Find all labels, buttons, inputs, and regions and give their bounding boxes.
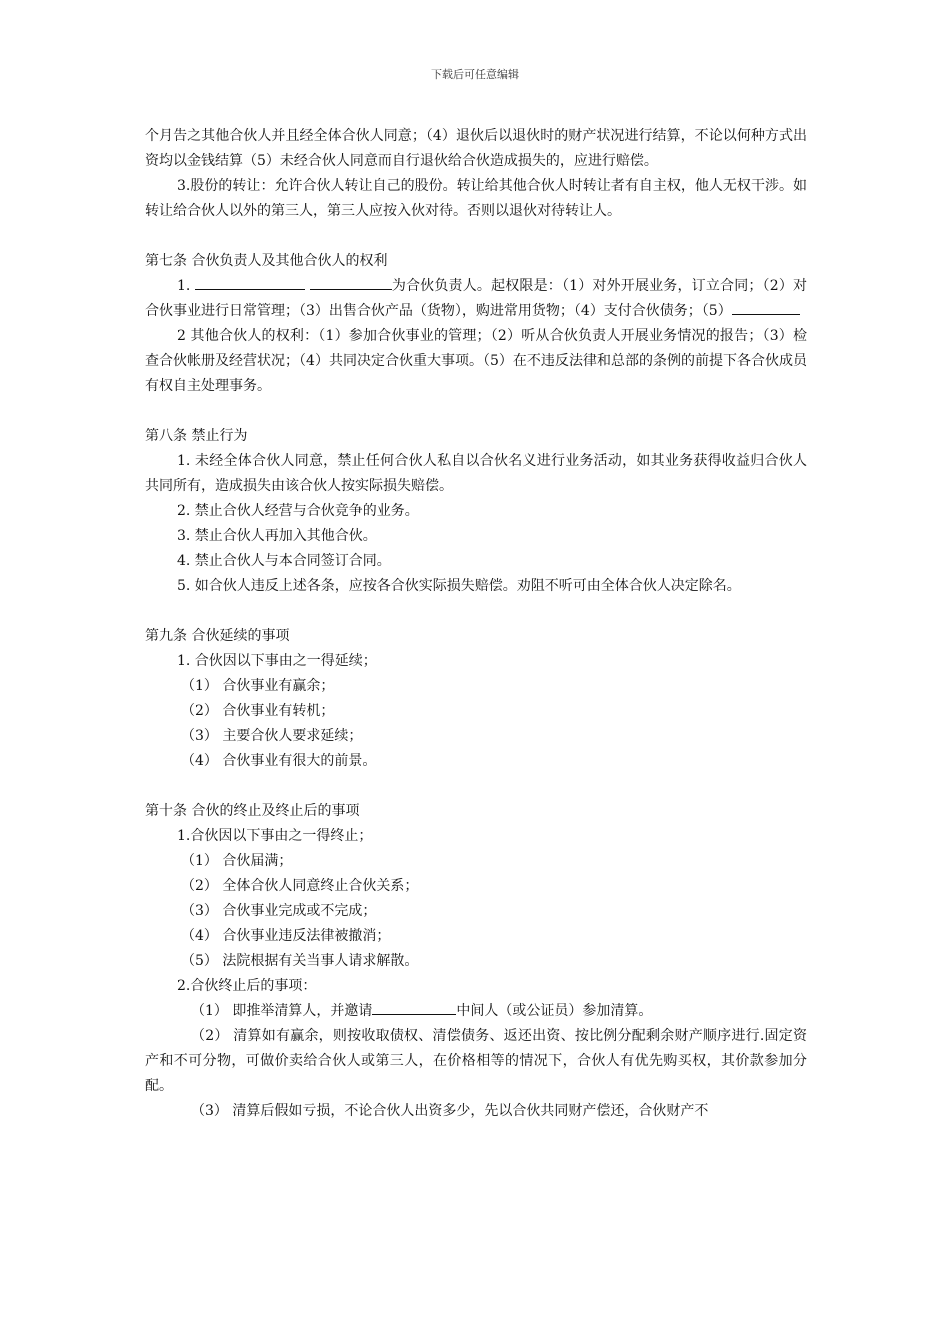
list-item: 5. 如合伙人违反上述各条，应按各合伙实际损失赔偿。劝阻不听可由全体合伙人决定除名。 [177,578,741,594]
list-item: （4） 合伙事业违反法律被撤消； [181,928,391,944]
article-9-lead: 1. 合伙因以下事由之一得延续； [177,653,377,669]
blank-line [195,274,305,290]
spacer [145,224,807,249]
blank-line [310,274,392,290]
article-7-title: 第七条 合伙负责人及其他合伙人的权利 [145,253,388,269]
list-item: （2） 全体合伙人同意终止合伙关系； [181,878,419,894]
article-10-title: 第十条 合伙的终止及终止后的事项 [145,803,360,819]
item-text: 中间人（或公证员）参加清算。 [456,1003,653,1019]
article-9-title: 第九条 合伙延续的事项 [145,628,290,644]
list-item: （5） 法院根据有关当事人请求解散。 [181,953,419,969]
list-item: （1） 合伙届满； [181,853,293,869]
article-8-title: 第八条 禁止行为 [145,428,248,444]
list-item: （3） 主要合伙人要求延续； [181,728,363,744]
list-item: （3） 合伙事业完成或不完成； [181,903,377,919]
list-item: 4. 禁止合伙人与本合同签订合同。 [177,553,391,569]
page-header: 下载后可任意编辑 [431,68,519,81]
item-number: 1. [177,278,195,294]
list-item: 3. 禁止合伙人再加入其他合伙。 [177,528,377,544]
list-item: （4） 合伙事业有很大的前景。 [181,753,377,769]
spacer [145,599,807,624]
list-item: （2） 合伙事业有转机； [181,703,335,719]
list-item: （3） 清算后假如亏损，不论合伙人出资多少，先以合伙共同财产偿还，合伙财产不 [191,1103,709,1119]
list-item: （2） 清算如有赢余，则按收取债权、清偿债务、返还出资、按比例分配剩余财产顺序进行.固定资产和不可分物，可做价卖给合伙人或第三人，在价格相等的情况下，合伙人有优先购买权，其价款参加分配。 [145,1028,807,1094]
paragraph: 个月告之其他合伙人并且经全体合伙人同意；（4）退伙后以退伙时的财产状况进行结算，不论以何种方式出资均以金钱结算（5）未经合伙人同意而自行退伙给合伙造成损失的，应进行赔偿。 [145,128,807,169]
spacer [145,774,807,799]
list-item: 1. 未经全体合伙人同意，禁止任何合伙人私自以合伙名义进行业务活动，如其业务获得收益归合伙人共同所有，造成损失由该合伙人按实际损失赔偿。 [145,453,807,494]
article-10-lead-2: 2.合伙终止后的事项： [177,978,317,994]
item-text: （1） 即推举清算人，并邀请 [191,1003,373,1019]
article-7-item-1 [145,274,807,324]
list-item: （1） 合伙事业有赢余； [181,678,335,694]
spacer [145,399,807,424]
blank-line [732,299,800,315]
blank-line [372,999,456,1015]
list-item [145,999,807,1024]
article-7-item-2: 2 其他合伙人的权利：（1）参加合伙事业的管理；（2）听从合伙负责人开展业务情况的报告；（3）检查合伙帐册及经营状况；（4）共同决定合伙重大事项。（5）在不违反法律和总部的条例的前提下各合伙成员有权自主处理事务。 [145,328,807,394]
document-body [145,124,807,1124]
paragraph: 3.股份的转让：允许合伙人转让自己的股份。转让给其他合伙人时转让者有自主权，他人无权干涉。如转让给合伙人以外的第三人，第三人应按入伙对待。否则以退伙对待转让人。 [145,178,807,219]
list-item: 2. 禁止合伙人经营与合伙竞争的业务。 [177,503,419,519]
item-text: 为合伙负责人。起权限是：（1）对外开展业务，订立合同；（2）对合伙事业进行日常管理；（3）出售合伙产品（货物），购进常用货物；（4）支付合伙债务；（5） [145,278,808,319]
article-10-lead-1: 1.合伙因以下事由之一得终止； [177,828,373,844]
